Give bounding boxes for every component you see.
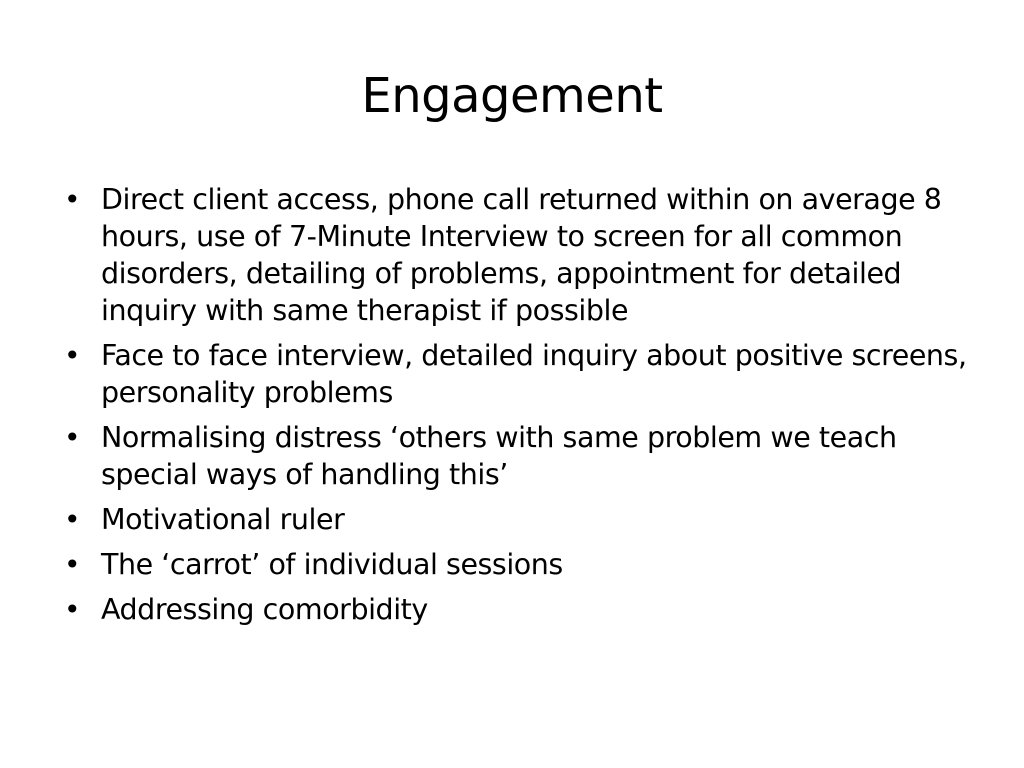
bullet-item	[60, 591, 980, 628]
bullet-item	[60, 181, 980, 329]
bullet-icon: •	[64, 503, 81, 536]
bullet-text: Face to face interview, detailed inquiry about positive screens, personality problems	[101, 339, 967, 409]
bullet-item	[60, 501, 980, 538]
bullet-item	[60, 419, 980, 493]
bullet-list	[60, 181, 980, 628]
bullet-icon: •	[64, 548, 81, 581]
slide-title: Engagement	[361, 68, 663, 124]
bullet-text: The ‘carrot’ of individual sessions	[101, 548, 563, 581]
bullet-icon: •	[64, 593, 81, 626]
bullet-item	[60, 337, 980, 411]
bullet-text: Addressing comorbidity	[101, 593, 428, 626]
bullet-text: Motivational ruler	[101, 503, 345, 536]
bullet-text: Direct client access, phone call returned within on average 8 hours, use of 7-Minute Interview to screen for all common disorders, detailing of problems, appointment for detailed inquiry with same therapist if possible	[101, 183, 942, 327]
bullet-icon: •	[64, 339, 81, 372]
bullet-item	[60, 546, 980, 583]
bullet-icon: •	[64, 421, 81, 454]
bullet-text: Normalising distress ‘others with same problem we teach special ways of handling this’	[101, 421, 897, 491]
bullet-icon: •	[64, 183, 81, 216]
